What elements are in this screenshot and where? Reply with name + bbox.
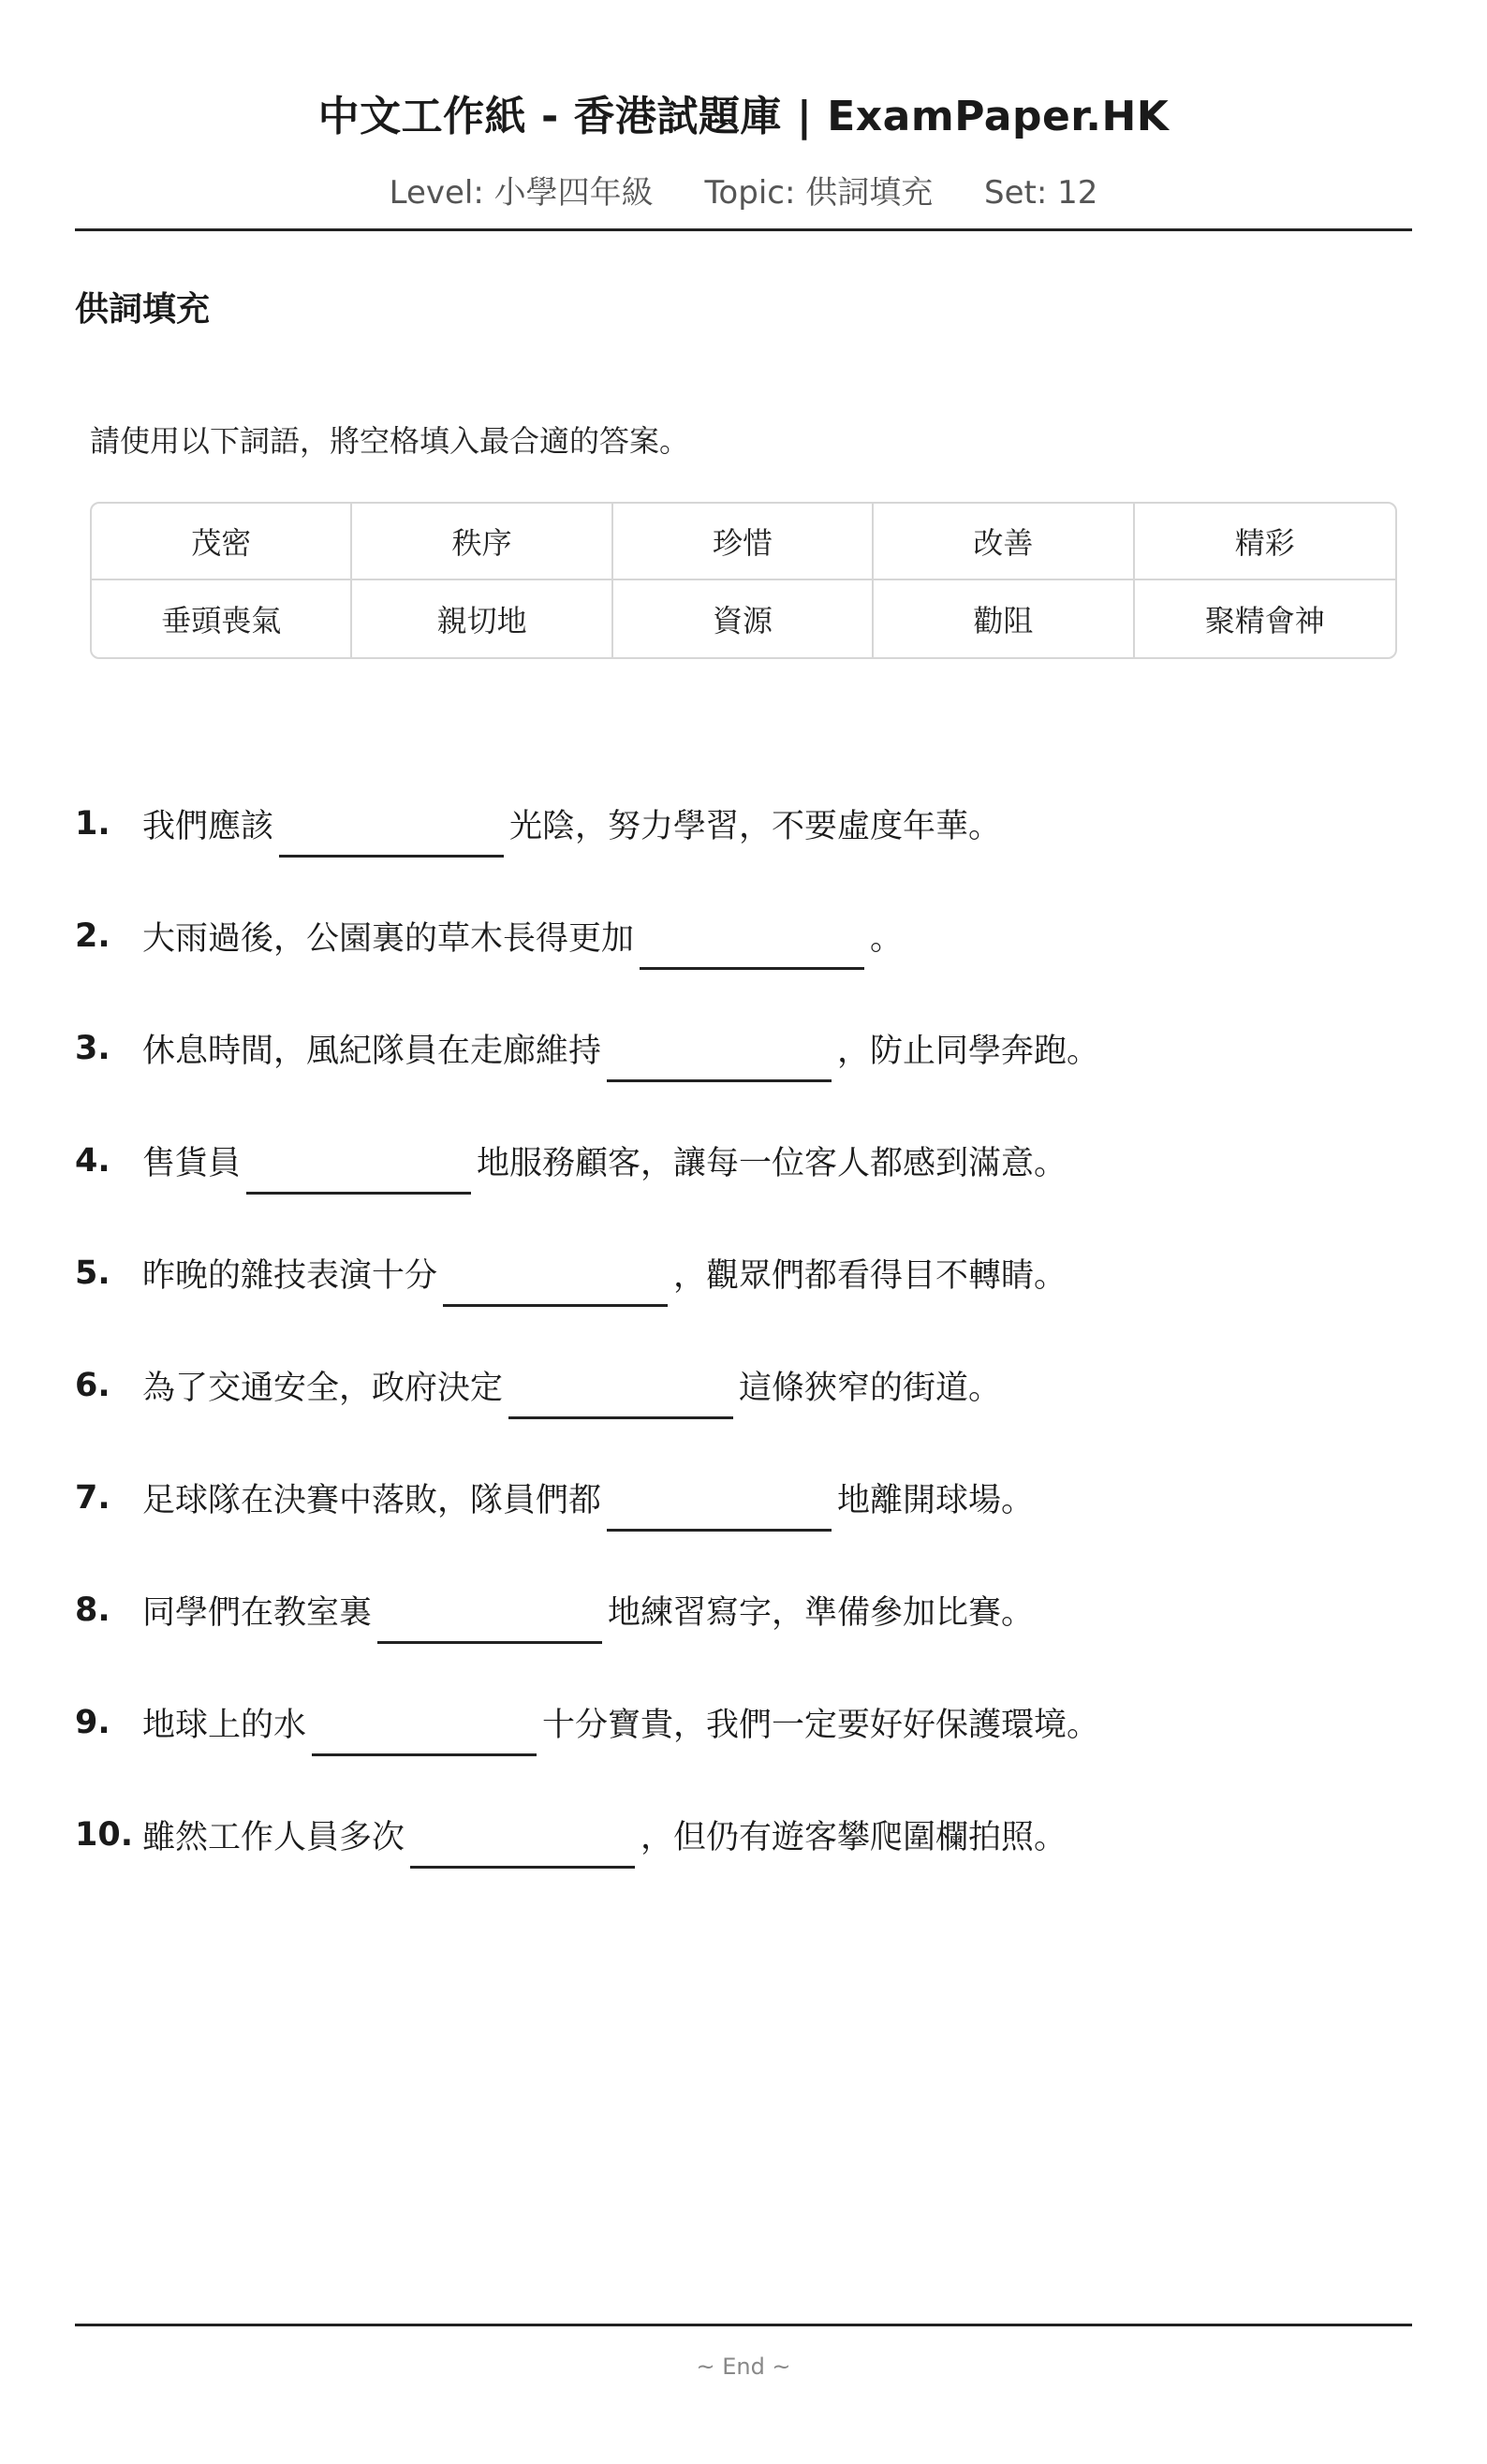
footer-divider [75,2324,1412,2326]
answer-blank[interactable] [246,1154,471,1195]
level-label: Level: 小學四年級 [389,174,654,212]
word-bank-cell: 茂密 [92,504,352,580]
question-text-after: 。 [870,920,904,958]
question-text-before: 同學們在教室裏 [142,1594,373,1632]
question-item [75,1442,1412,1554]
word-bank-cell: 勸阻 [874,580,1134,657]
answer-blank[interactable] [377,1604,602,1644]
answer-blank[interactable] [312,1716,537,1756]
question-number: 9. [75,1704,110,1741]
question-text-before: 休息時間，風紀隊員在走廊維持 [142,1033,602,1070]
header-divider [75,228,1412,231]
question-text-before: 地球上的水 [142,1707,307,1744]
section-title: 供詞填充 [75,290,211,329]
answer-blank[interactable] [410,1828,635,1869]
question-number: 5. [75,1254,110,1292]
set-label: Set: 12 [984,174,1098,212]
word-bank-cell: 親切地 [352,580,612,657]
answer-blank[interactable] [607,1042,832,1082]
word-bank-table [90,502,1397,659]
worksheet-title: 中文工作紙 - 香港試題庫 | ExamPaper.HK [317,93,1170,140]
question-text-after: 地練習寫字，準備參加比賽。 [608,1594,1035,1632]
question-text-before: 昨晚的雜技表演十分 [142,1257,438,1295]
footer-end-marker: ~ End ~ [696,2354,791,2380]
question-text-before: 雖然工作人員多次 [142,1819,405,1856]
question-number: 10. [75,1816,134,1854]
question-text-after: 這條狹窄的街道。 [739,1370,1002,1407]
question-text-before: 大雨過後，公園裏的草木長得更加 [142,920,635,958]
answer-blank[interactable] [279,817,504,858]
answer-blank[interactable] [640,930,864,970]
word-bank-cell: 精彩 [1135,504,1395,580]
question-text-after: 地服務顧客，讓每一位客人都感到滿意。 [477,1145,1067,1182]
answer-blank[interactable] [443,1267,668,1307]
question-text-before: 售貨員 [142,1145,242,1182]
question-number: 6. [75,1367,110,1404]
word-bank-cell: 聚精會神 [1204,603,1325,638]
question-text-after: ，觀眾們都看得目不轉睛。 [673,1257,1067,1295]
question-item [75,1217,1412,1329]
question-number: 2. [75,917,110,955]
topic-label: Topic: 供詞填充 [704,174,934,212]
word-bank-cell: 改善 [874,504,1134,580]
question-item [75,768,1412,880]
worksheet-header [75,82,1412,213]
word-bank-cell: 資源 [613,580,874,657]
word-bank-cell: 垂頭喪氣 [92,580,352,657]
question-item [75,1666,1412,1779]
question-number: 4. [75,1142,110,1180]
question-text-before: 我們應該 [142,808,274,845]
question-text-after: 光陰，努力學習，不要虛度年華。 [509,808,1002,845]
question-number: 1. [75,805,110,843]
worksheet-meta [75,167,1412,213]
word-bank-cell: 珍惜 [613,504,874,580]
worksheet-page [75,0,1412,2464]
question-item [75,1779,1412,1891]
question-item [75,1329,1412,1442]
question-text-before: 足球隊在決賽中落敗，隊員們都 [142,1482,602,1519]
instruction-text: 請使用以下詞語，將空格填入最合適的答案。 [90,423,690,459]
answer-blank[interactable] [607,1491,832,1532]
question-number: 8. [75,1591,110,1629]
question-item [75,992,1412,1105]
question-item [75,880,1412,992]
question-text-before: 為了交通安全，政府決定 [142,1370,504,1407]
question-item [75,1554,1412,1666]
question-text-after: ，但仍有遊客攀爬圍欄拍照。 [640,1819,1067,1856]
word-bank-cell: 秩序 [352,504,612,580]
question-number: 7. [75,1479,110,1517]
question-text-after: 十分寶貴，我們一定要好好保護環境。 [542,1707,1100,1744]
question-text-after: 地離開球場。 [837,1482,1035,1519]
question-list [75,768,1412,1891]
question-text-after: ，防止同學奔跑。 [837,1033,1100,1070]
question-item [75,1105,1412,1217]
question-number: 3. [75,1030,110,1067]
answer-blank[interactable] [508,1379,733,1419]
